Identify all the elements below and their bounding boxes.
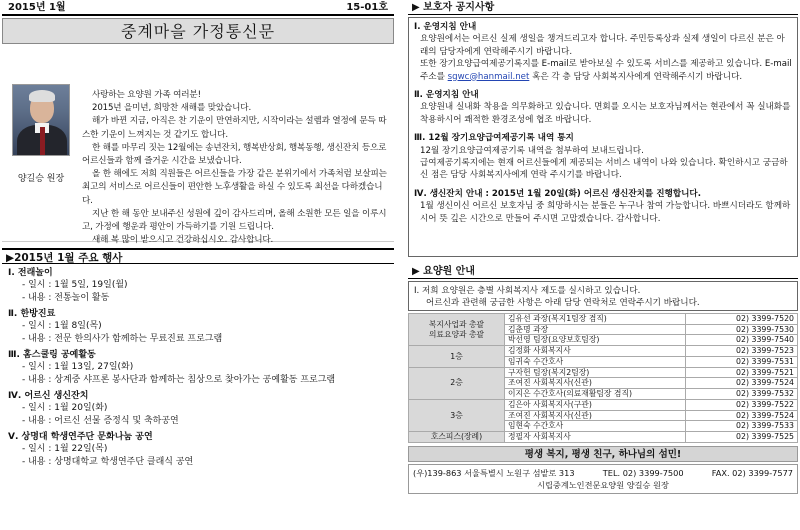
guide-heading: ▶ 요양원 안내	[408, 264, 798, 279]
staff-row	[409, 399, 798, 410]
event-date: - 일시 : 1월 5일, 19일(월)	[22, 280, 128, 290]
event-date: - 일시 : 1월 13일, 27일(화)	[22, 362, 134, 372]
letter-paragraph: 사랑하는 요양원 가족 여러분!	[92, 90, 201, 100]
staff-name: 임귀숙 수간호사	[505, 356, 686, 367]
guide-intro-line: Ⅰ. 저희 요양원은 층별 사회복지사 제도를 실시하고 있습니다.	[414, 286, 641, 296]
issue-number: 15-01호	[346, 2, 388, 13]
notice-title: Ⅰ. 운영지침 안내	[414, 22, 477, 32]
letter-paragraph: 한 해를 마무리 짓는 12월에는 송년잔치, 행복반상회, 행복동행, 생신잔치 등으로 어르신들과 함께 즐거운 시간을 보냈습니다.	[82, 142, 387, 167]
staff-dept: 복지사업과 총괄 의료요양과 총괄	[409, 314, 505, 346]
notices-box	[408, 17, 798, 257]
event-title: Ⅴ. 상명대 학생연주단 문화나눔 공연	[8, 432, 153, 442]
staff-name: 정필자 사회복지사	[505, 432, 686, 443]
notice-text: 12월 장기요양급여제공기록 내역을 첨부하여 보내드립니다.	[420, 145, 644, 156]
newsletter-title: 중계마을 가정통신문	[2, 18, 394, 44]
footer-address-row	[413, 467, 793, 479]
event-desc: - 내용 : 전통놀이 활동	[22, 292, 110, 303]
event-desc: - 내용 : 상계중 샤프론 봉사단과 함께하는 침상으로 찾아가는 공예활동 프로그램	[22, 374, 336, 385]
letter-paragraph: 해가 바뀐 지금, 아직은 찬 기운이 만연하지만, 시작이라는 설렘과 열정에 문득 따스한 기운이 느껴지는 것 같기도 합니다.	[82, 116, 387, 140]
staff-phone: 02) 3399-7522	[686, 399, 798, 410]
staff-dept: 3층	[409, 399, 505, 431]
event-date: - 일시 : 1월 20일(화)	[22, 403, 108, 413]
staff-row	[409, 346, 798, 357]
staff-name: 임현숙 수간호사	[505, 421, 686, 432]
event-item	[8, 350, 388, 387]
event-date: - 일시 : 1월 8일(목)	[22, 321, 102, 331]
slogan: 평생 복지, 평생 친구, 하나님의 섬민!	[408, 446, 798, 462]
guide-intro	[408, 281, 798, 311]
event-item	[8, 391, 388, 428]
event-title: Ⅳ. 어르신 생신잔치	[8, 391, 89, 401]
events-heading: ▶2015년 1월 주요 행사	[2, 248, 394, 264]
footer	[408, 464, 798, 494]
event-desc: - 내용 : 전문 한의사가 함께하는 무료진료 프로그램	[22, 333, 223, 344]
director-letter	[2, 44, 394, 246]
footer-org: 시립중계노인전문요양원 양길승 원장	[537, 479, 669, 490]
footer-fax: FAX. 02) 3399-7577	[711, 467, 793, 478]
staff-name: 조여진 사회복지사(신관)	[505, 410, 686, 421]
event-item	[8, 432, 388, 469]
notice-title: Ⅱ. 운영지침 안내	[414, 90, 479, 101]
staff-table	[408, 313, 798, 443]
staff-phone: 02) 3399-7524	[686, 410, 798, 421]
event-desc: - 내용 : 상명대학교 학생연주단 클래식 공연	[22, 456, 194, 467]
staff-dept: 2층	[409, 367, 505, 399]
notice-text: 요양원에서는 어르신 실제 생일을 챙겨드리고자 합니다. 주민등록상과 실제 생일이 다르신 분은 아래의 담당자에게 연락해주시기 바랍니다.	[420, 34, 785, 57]
notice-text	[414, 58, 792, 83]
staff-name: 구자헌 팀장(복지2팀장)	[505, 367, 686, 378]
event-title: Ⅲ. 홈스쿨링 공예활동	[8, 350, 96, 360]
event-item	[8, 309, 388, 346]
notice-text-part: 혹은 각 층 담당 사회복지사에게 연락해주시기 바랍니다.	[532, 71, 743, 82]
staff-dept: 1층	[409, 346, 505, 367]
staff-phone: 02) 3399-7525	[686, 432, 798, 443]
staff-phone: 02) 3399-7533	[686, 421, 798, 432]
notice-text-part: 또한 장기요양급여제공기록지를 E-mail로 받아보실 수 있도록 서비스를 제공하고 있습니다. E-mail 주소를	[420, 59, 792, 82]
staff-name: 김유선 과장(복지1팀장 겸직)	[505, 314, 686, 325]
event-item	[8, 268, 388, 305]
guide-intro-line: 어르신과 관련해 궁금한 사항은 아래 담당 연락처로 연락주시기 바랍니다.	[426, 298, 700, 309]
staff-phone: 02) 3399-7521	[686, 367, 798, 378]
staff-phone: 02) 3399-7520	[686, 314, 798, 325]
letter-body	[82, 89, 392, 247]
staff-phone: 02) 3399-7523	[686, 346, 798, 357]
event-title: Ⅰ. 전래놀이	[8, 268, 53, 278]
notice-title: Ⅳ. 생신잔치 안내 : 2015년 1월 20일(화) 어르신 생신잔치를 진행합니다.	[414, 188, 701, 199]
event-date: - 일시 : 1월 22일(목)	[22, 444, 108, 454]
event-desc: - 내용 : 어르신 선물 증정식 및 축하공연	[22, 415, 179, 426]
letter-paragraph: 2015년 을미년, 희망찬 새해를 맞았습니다.	[92, 103, 252, 114]
staff-name: 김춘명 과장	[505, 324, 686, 335]
staff-phone: 02) 3399-7531	[686, 356, 798, 367]
left-column	[2, 0, 394, 528]
notice-text: 1월 생신이신 어르신 보호자님 중 희망하시는 분들은 누구나 참여 가능합니다. 바쁘시더라도 함께하시어 뜻 깊은 시간으로 만들어 주시면 고맙겠습니다. 감사합니다.	[420, 201, 791, 224]
footer-tel: TEL. 02) 3399-7500	[602, 467, 684, 478]
email-link[interactable]: sgwc@hanmail.net	[447, 71, 530, 82]
letter-paragraph: 올 한 해에도 저희 직원들은 어르신들을 가장 같은 분위기에서 가족처럼 보살피는 최고의 서비스로 어르신들이 편안한 노후생활을 하실 수 있도록 최선을 다하겠습니다.	[82, 169, 387, 206]
staff-row	[409, 432, 798, 443]
events-list	[2, 264, 394, 477]
issue-date: 2015년 1월	[8, 2, 66, 13]
staff-row	[409, 314, 798, 325]
staff-name: 박선영 팀장(요양보호팀장)	[505, 335, 686, 346]
notice-text: 요양원내 실내화 착용을 의무화하고 있습니다. 면회를 오시는 보호자님께서는 현관에서 꼭 실내화를 착용하시어 쾌적한 환경조성에 협조 바랍니다.	[420, 102, 791, 125]
letter-paragraph: 지난 한 해 동안 보내주신 성원에 깊이 감사드리며, 올해 소원한 모든 일을 이루시고, 가정에 행운과 평안이 가득하기를 기원 드립니다.	[82, 208, 387, 233]
staff-name: 김은아 사회복지사(구관)	[505, 399, 686, 410]
director-photo	[12, 84, 70, 156]
staff-name: 김정화 사회복지사	[505, 346, 686, 357]
notices-heading: ▶ 보호자 공지사항	[408, 0, 798, 15]
footer-address: (우)139-863 서울특별시 노원구 섬밭로 313	[413, 467, 575, 478]
staff-phone: 02) 3399-7530	[686, 324, 798, 335]
staff-name: 이지은 수간호사(의료재활팀장 겸직)	[505, 389, 686, 400]
notice-title: Ⅲ. 12월 장기요양급여제공기록 내역 통지	[414, 133, 574, 144]
staff-row	[409, 367, 798, 378]
staff-phone: 02) 3399-7532	[686, 389, 798, 400]
director-caption: 양길승 원장	[17, 174, 65, 184]
director-portrait	[12, 84, 70, 224]
event-title: Ⅱ. 한방진료	[8, 309, 56, 319]
staff-dept: 호스피스(장례)	[409, 432, 505, 443]
right-column	[408, 0, 798, 528]
issue-header	[2, 0, 394, 16]
staff-name: 조여진 사회복지사(신관)	[505, 378, 686, 389]
letter-paragraph: 새해 복 많이 받으시고 건강하십시오. 감사합니다.	[92, 235, 274, 246]
notice-text: 급여제공기록지에는 현재 어르신들에게 제공되는 서비스 내역이 나와 있습니다. 확인하시고 궁금하신 점은 담당 사회복지사에게 연락 주시기를 바랍니다.	[420, 158, 788, 181]
staff-phone: 02) 3399-7524	[686, 378, 798, 389]
staff-phone: 02) 3399-7540	[686, 335, 798, 346]
